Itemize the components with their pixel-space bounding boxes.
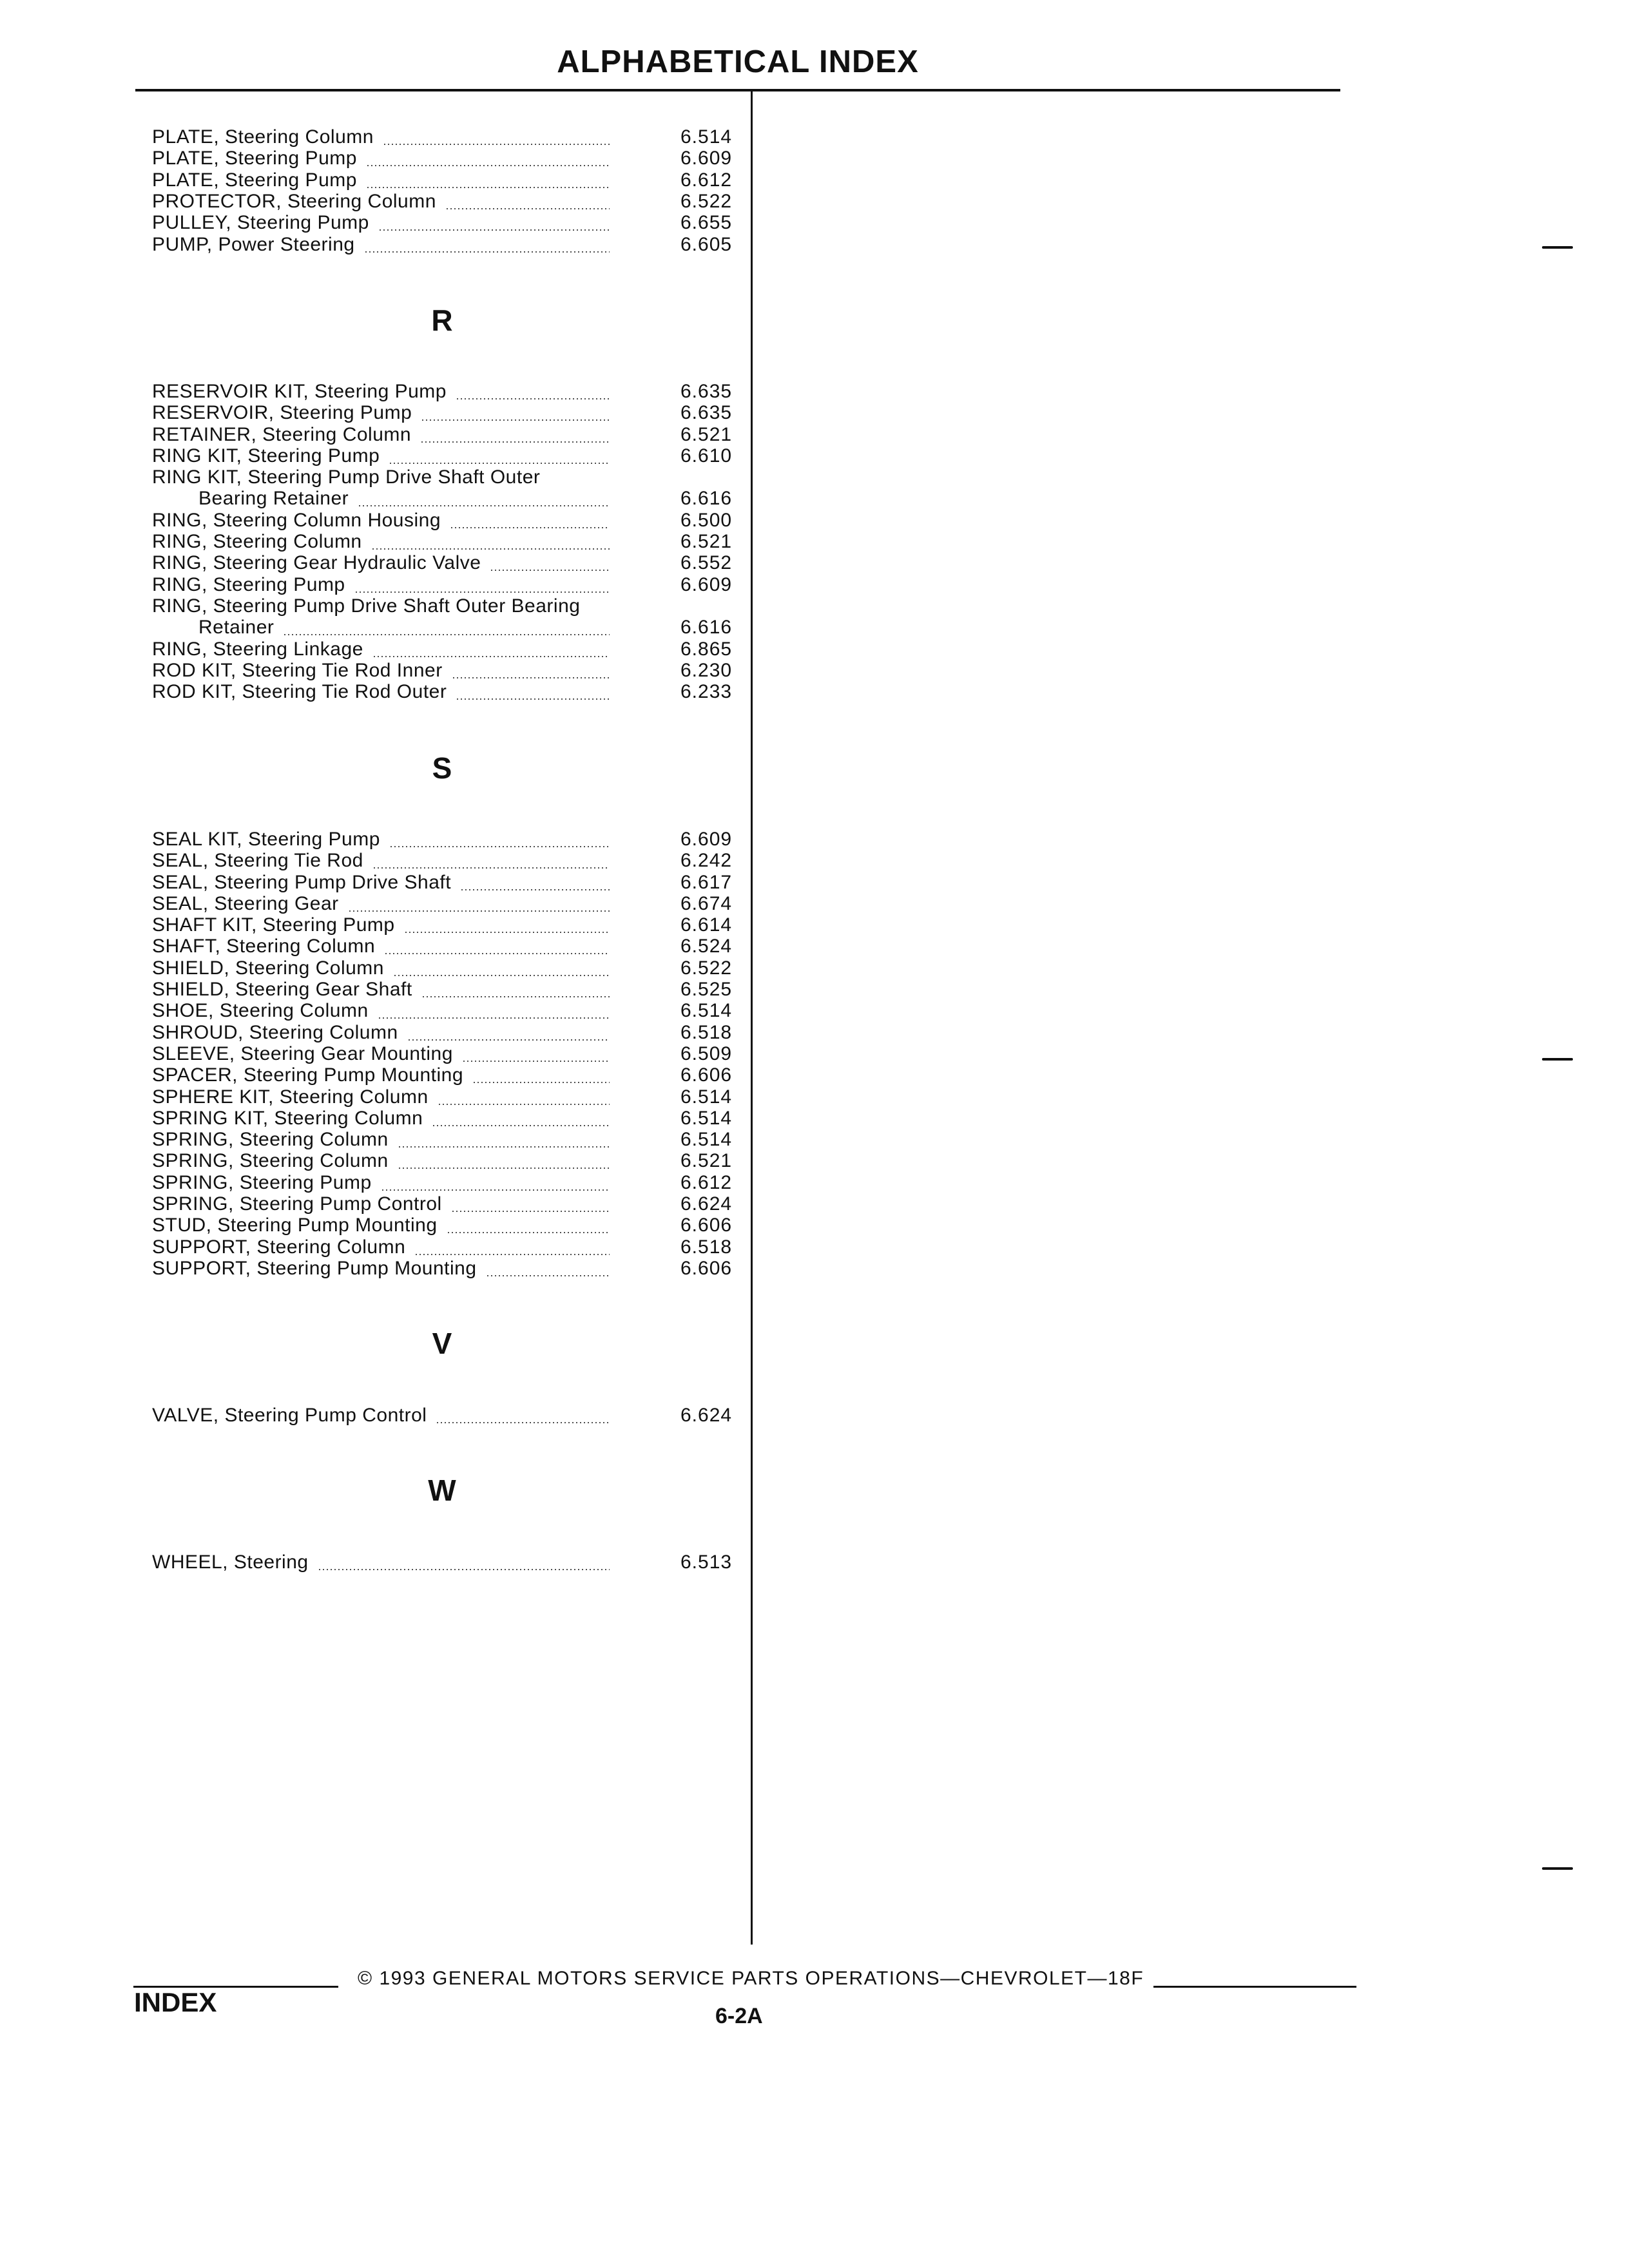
- entry-label: SPRING KIT, Steering Column: [152, 1108, 423, 1129]
- dot-leader: [389, 845, 610, 848]
- entry-page-number: 6.514: [680, 1129, 733, 1150]
- dot-leader: [414, 1253, 610, 1256]
- entry-page-number: 6.616: [680, 617, 733, 638]
- index-entry: [152, 1108, 745, 1129]
- entry-page-number: 6.521: [680, 1150, 733, 1171]
- entry-label: SPACER, Steering Pump Mounting: [152, 1064, 464, 1086]
- entry-label: RESERVOIR KIT, Steering Pump: [152, 381, 447, 402]
- dot-leader: [456, 698, 610, 700]
- index-entry: [152, 595, 745, 617]
- index-entry: [152, 639, 745, 660]
- entry-label: PUMP, Power Steering: [152, 234, 355, 255]
- entry-label: SHAFT KIT, Steering Pump: [152, 914, 395, 936]
- entry-label: VALVE, Steering Pump Control: [152, 1405, 427, 1426]
- entry-label: ROD KIT, Steering Tie Rod Inner: [152, 660, 443, 681]
- entry-page-number: 6.609: [680, 148, 733, 169]
- dot-leader: [404, 931, 610, 934]
- entry-label: Bearing Retainer: [198, 488, 349, 509]
- index-entry: [152, 488, 745, 510]
- entry-label: RING KIT, Steering Pump: [152, 445, 380, 466]
- dot-leader: [354, 591, 610, 593]
- margin-tick-mark: [1542, 1058, 1573, 1061]
- index-entry: [152, 402, 745, 424]
- footer-rule-right: [1153, 1986, 1356, 1988]
- index-entry: [152, 234, 745, 256]
- entry-page-number: 6.624: [680, 1193, 733, 1215]
- index-entry: [152, 1022, 745, 1044]
- footer-copyright: © 1993 GENERAL MOTORS SERVICE PARTS OPERATIONS—CHEVROLET—18F: [358, 1968, 1144, 1989]
- section-letter: R: [431, 303, 453, 337]
- entry-label: RING, Steering Linkage: [152, 639, 363, 660]
- index-entry: [152, 893, 745, 915]
- entry-page-number: 6.609: [680, 829, 733, 850]
- entry-page-number: 6.514: [680, 1108, 733, 1129]
- dot-leader: [421, 995, 610, 998]
- entry-page-number: 6.609: [680, 574, 733, 595]
- index-entry: [152, 681, 745, 703]
- entry-page-number: 6.610: [680, 445, 733, 466]
- dot-leader: [318, 1568, 610, 1571]
- entry-label: RING, Steering Column Housing: [152, 510, 441, 531]
- dot-leader: [420, 441, 610, 443]
- entry-page-number: 6.518: [680, 1236, 733, 1258]
- dot-leader: [348, 910, 610, 912]
- index-entry: [152, 574, 745, 596]
- index-entry: [152, 1236, 745, 1258]
- entry-page-number: 6.518: [680, 1022, 733, 1043]
- dot-leader: [450, 526, 610, 529]
- entry-page-number: 6.230: [680, 660, 733, 681]
- index-entry: [152, 936, 745, 957]
- index-entry: [152, 957, 745, 979]
- footer-section-label: INDEX: [134, 1987, 217, 2017]
- dot-leader: [372, 867, 610, 869]
- entry-label: STUD, Steering Pump Mounting: [152, 1215, 438, 1236]
- index-entry: [152, 660, 745, 682]
- entry-page-number: 6.605: [680, 234, 733, 255]
- entry-page-number: 6.606: [680, 1064, 733, 1086]
- index-entry: [152, 1150, 745, 1172]
- entry-label: SEAL KIT, Steering Pump: [152, 829, 380, 850]
- index-entry: [152, 1086, 745, 1108]
- entry-page-number: 6.522: [680, 191, 733, 212]
- index-entry: [152, 1193, 745, 1215]
- entry-label: PROTECTOR, Steering Column: [152, 191, 436, 212]
- index-entry: [152, 1215, 745, 1236]
- entry-label: RING KIT, Steering Pump Drive Shaft Outer: [152, 466, 541, 488]
- dot-leader: [364, 251, 610, 253]
- entry-page-number: 6.865: [680, 639, 733, 660]
- entry-page-number: 6.500: [680, 510, 733, 531]
- dot-leader: [486, 1274, 610, 1277]
- index-entry: [152, 1258, 745, 1280]
- entry-label: RING, Steering Column: [152, 531, 362, 552]
- entry-page-number: 6.616: [680, 488, 733, 509]
- index-entry: [152, 531, 745, 553]
- index-entry: [152, 1552, 745, 1573]
- column-divider: [751, 90, 753, 1945]
- dot-leader: [381, 1189, 610, 1191]
- entry-label: Retainer: [198, 617, 275, 638]
- entry-page-number: 6.513: [680, 1552, 733, 1573]
- margin-tick-mark: [1542, 1867, 1573, 1870]
- entry-label: SLEEVE, Steering Gear Mounting: [152, 1043, 453, 1064]
- entry-label: SPRING, Steering Pump: [152, 1172, 372, 1193]
- index-entry: [152, 872, 745, 894]
- dot-leader: [378, 229, 610, 231]
- dot-leader: [393, 974, 610, 977]
- dot-leader: [447, 1231, 610, 1234]
- dot-leader: [456, 398, 610, 400]
- index-entry: [152, 829, 745, 850]
- page-title: ALPHABETICAL INDEX: [557, 44, 919, 79]
- entry-page-number: 6.612: [680, 1172, 733, 1193]
- index-entry: [152, 466, 745, 488]
- entry-label: RING, Steering Gear Hydraulic Valve: [152, 552, 481, 573]
- entry-label: SEAL, Steering Gear: [152, 893, 339, 914]
- dot-leader: [384, 952, 610, 955]
- index-entry: [152, 212, 745, 234]
- entry-label: SPHERE KIT, Steering Column: [152, 1086, 429, 1108]
- entry-label: SPRING, Steering Column: [152, 1129, 389, 1150]
- footer-page-number: 6-2A: [715, 2004, 763, 2028]
- dot-leader: [398, 1167, 610, 1169]
- index-entry: [152, 1043, 745, 1065]
- index-entry: [152, 381, 745, 403]
- dot-leader: [445, 207, 610, 210]
- dot-leader: [451, 1210, 610, 1213]
- entry-page-number: 6.635: [680, 381, 733, 402]
- entry-page-number: 6.674: [680, 893, 733, 914]
- dot-leader: [389, 462, 610, 465]
- dot-leader: [398, 1146, 610, 1148]
- dot-leader: [358, 505, 610, 507]
- entry-label: SHROUD, Steering Column: [152, 1022, 398, 1043]
- margin-tick-mark: [1542, 246, 1573, 249]
- section-letter: W: [428, 1474, 456, 1507]
- entry-page-number: 6.522: [680, 957, 733, 979]
- entry-page-number: 6.521: [680, 531, 733, 552]
- section-letter: V: [432, 1327, 452, 1360]
- dot-leader: [436, 1421, 610, 1424]
- entry-page-number: 6.612: [680, 169, 733, 191]
- entry-page-number: 6.617: [680, 872, 733, 893]
- entry-page-number: 6.655: [680, 212, 733, 233]
- entry-label: SPRING, Steering Pump Control: [152, 1193, 442, 1215]
- entry-page-number: 6.242: [680, 850, 733, 871]
- entry-page-number: 6.509: [680, 1043, 733, 1064]
- dot-leader: [283, 633, 610, 636]
- index-entry: [152, 1172, 745, 1194]
- index-entry: [152, 617, 745, 639]
- entry-page-number: 6.514: [680, 1086, 733, 1108]
- entry-label: RING, Steering Pump: [152, 574, 345, 595]
- dot-leader: [460, 889, 610, 891]
- dot-leader: [366, 186, 610, 189]
- entry-page-number: 6.521: [680, 424, 733, 445]
- entry-page-number: 6.552: [680, 552, 733, 573]
- index-entry: [152, 914, 745, 936]
- entry-label: RING, Steering Pump Drive Shaft Outer Bearing: [152, 595, 581, 617]
- entry-label: SEAL, Steering Tie Rod: [152, 850, 363, 871]
- dot-leader: [371, 548, 610, 550]
- entry-label: RESERVOIR, Steering Pump: [152, 402, 412, 423]
- index-entry: [152, 445, 745, 467]
- dot-leader: [366, 164, 610, 167]
- index-entry: [152, 1129, 745, 1151]
- index-entry: [152, 552, 745, 574]
- entry-label: SHIELD, Steering Column: [152, 957, 384, 979]
- dot-leader: [378, 1017, 610, 1019]
- index-entry: [152, 1064, 745, 1086]
- dot-leader: [438, 1103, 610, 1106]
- entry-page-number: 6.606: [680, 1258, 733, 1279]
- entry-label: SPRING, Steering Column: [152, 1150, 389, 1171]
- entry-label: ROD KIT, Steering Tie Rod Outer: [152, 681, 447, 702]
- header-rule: [135, 89, 1340, 91]
- dot-leader: [452, 677, 610, 679]
- entry-label: SHOE, Steering Column: [152, 1000, 369, 1021]
- index-entry: [152, 126, 745, 148]
- entry-label: RETAINER, Steering Column: [152, 424, 412, 445]
- index-entry: [152, 424, 745, 446]
- index-entry: [152, 1405, 745, 1427]
- entry-label: WHEEL, Steering: [152, 1552, 309, 1573]
- entry-label: PLATE, Steering Pump: [152, 148, 357, 169]
- entry-label: PLATE, Steering Column: [152, 126, 374, 148]
- entry-page-number: 6.614: [680, 914, 733, 936]
- dot-leader: [462, 1060, 610, 1062]
- dot-leader: [407, 1039, 610, 1041]
- dot-leader: [372, 655, 610, 658]
- entry-page-number: 6.233: [680, 681, 733, 702]
- entry-page-number: 6.525: [680, 979, 733, 1000]
- entry-page-number: 6.514: [680, 126, 733, 148]
- entry-page-number: 6.514: [680, 1000, 733, 1021]
- index-entry: [152, 191, 745, 213]
- entry-label: SEAL, Steering Pump Drive Shaft: [152, 872, 452, 893]
- entry-page-number: 6.606: [680, 1215, 733, 1236]
- entry-label: SUPPORT, Steering Column: [152, 1236, 406, 1258]
- index-entry: [152, 169, 745, 191]
- dot-leader: [490, 569, 610, 572]
- section-letter: S: [432, 751, 452, 785]
- entry-page-number: 6.635: [680, 402, 733, 423]
- entry-label: SHIELD, Steering Gear Shaft: [152, 979, 412, 1000]
- entry-label: SHAFT, Steering Column: [152, 936, 376, 957]
- index-entry: [152, 850, 745, 872]
- dot-leader: [421, 419, 610, 421]
- entry-page-number: 6.624: [680, 1405, 733, 1426]
- index-entry: [152, 1000, 745, 1022]
- entry-label: PULLEY, Steering Pump: [152, 212, 369, 233]
- index-entry: [152, 510, 745, 532]
- dot-leader: [383, 143, 610, 146]
- index-entry: [152, 979, 745, 1001]
- entry-label: PLATE, Steering Pump: [152, 169, 357, 191]
- dot-leader: [432, 1124, 610, 1127]
- entry-page-number: 6.524: [680, 936, 733, 957]
- index-entry: [152, 148, 745, 169]
- dot-leader: [472, 1081, 610, 1084]
- entry-label: SUPPORT, Steering Pump Mounting: [152, 1258, 477, 1279]
